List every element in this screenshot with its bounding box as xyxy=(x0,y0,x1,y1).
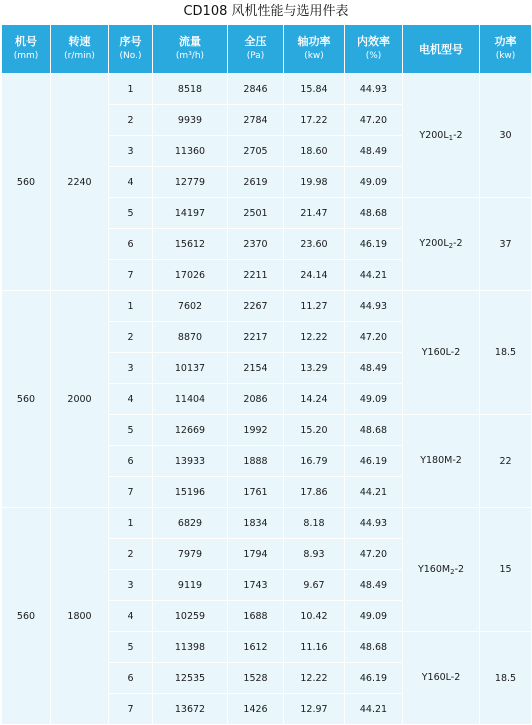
seq-cell: 7 xyxy=(109,694,153,725)
col-header-speed: 转速 (r/min) xyxy=(51,25,109,74)
col-header-power: 功率 (kw) xyxy=(480,25,532,74)
shaft-power-cell: 24.14 xyxy=(284,260,345,291)
shaft-power-cell: 18.60 xyxy=(284,136,345,167)
shaft-power-cell: 23.60 xyxy=(284,229,345,260)
shaft-power-cell: 14.24 xyxy=(284,384,345,415)
speed-cell: 1800 xyxy=(51,508,109,725)
flow-cell: 8518 xyxy=(153,74,228,105)
fan-performance-table xyxy=(1,24,532,725)
seq-cell: 5 xyxy=(109,198,153,229)
motor-model-cell: $Y200L_2-2$ xyxy=(403,198,480,291)
col-header-machine: 机号 (mm) xyxy=(2,25,51,74)
pressure-cell: 1612 xyxy=(228,632,284,663)
speed-cell: 2000 xyxy=(51,291,109,508)
shaft-power-cell: 17.86 xyxy=(284,477,345,508)
flow-cell: 12535 xyxy=(153,663,228,694)
pressure-cell: 1761 xyxy=(228,477,284,508)
seq-cell: 5 xyxy=(109,415,153,446)
seq-cell: 3 xyxy=(109,570,153,601)
flow-cell: 10137 xyxy=(153,353,228,384)
pressure-cell: 1688 xyxy=(228,601,284,632)
table-header-row xyxy=(2,25,532,74)
seq-cell: 4 xyxy=(109,167,153,198)
seq-cell: 6 xyxy=(109,229,153,260)
motor-power-cell: 22 xyxy=(480,415,532,508)
pressure-cell: 2086 xyxy=(228,384,284,415)
machine-size-cell: 560 xyxy=(2,508,51,725)
shaft-power-cell: 11.27 xyxy=(284,291,345,322)
seq-cell: 7 xyxy=(109,477,153,508)
flow-cell: 13933 xyxy=(153,446,228,477)
flow-cell: 11360 xyxy=(153,136,228,167)
efficiency-cell: 44.93 xyxy=(345,291,403,322)
motor-power-cell: 37 xyxy=(480,198,532,291)
pressure-cell: 1743 xyxy=(228,570,284,601)
shaft-power-cell: 16.79 xyxy=(284,446,345,477)
flow-cell: 15196 xyxy=(153,477,228,508)
col-header-shaft-power: 轴功率 (kw) xyxy=(284,25,345,74)
shaft-power-cell: 12.22 xyxy=(284,322,345,353)
pressure-cell: 1528 xyxy=(228,663,284,694)
motor-power-cell: 18.5 xyxy=(480,632,532,725)
seq-cell: 1 xyxy=(109,74,153,105)
flow-cell: 11398 xyxy=(153,632,228,663)
table-row xyxy=(2,508,532,539)
shaft-power-cell: 21.47 xyxy=(284,198,345,229)
efficiency-cell: 44.21 xyxy=(345,260,403,291)
flow-cell: 6829 xyxy=(153,508,228,539)
efficiency-cell: 49.09 xyxy=(345,601,403,632)
flow-cell: 13672 xyxy=(153,694,228,725)
flow-cell: 10259 xyxy=(153,601,228,632)
pressure-cell: 2501 xyxy=(228,198,284,229)
motor-model-cell: Y180M-2 xyxy=(403,415,480,508)
efficiency-cell: 48.68 xyxy=(345,415,403,446)
flow-cell: 11404 xyxy=(153,384,228,415)
efficiency-cell: 44.21 xyxy=(345,694,403,725)
seq-cell: 5 xyxy=(109,632,153,663)
shaft-power-cell: 12.97 xyxy=(284,694,345,725)
efficiency-cell: 48.68 xyxy=(345,632,403,663)
col-header-pressure: 全压 (Pa) xyxy=(228,25,284,74)
shaft-power-cell: 15.20 xyxy=(284,415,345,446)
motor-power-cell: 30 xyxy=(480,74,532,198)
shaft-power-cell: 10.42 xyxy=(284,601,345,632)
efficiency-cell: 48.68 xyxy=(345,198,403,229)
pressure-cell: 1426 xyxy=(228,694,284,725)
motor-model-cell: $Y160M_2-2$ xyxy=(403,508,480,632)
seq-cell: 2 xyxy=(109,539,153,570)
efficiency-cell: 48.49 xyxy=(345,570,403,601)
efficiency-cell: 46.19 xyxy=(345,229,403,260)
motor-power-cell: 18.5 xyxy=(480,291,532,415)
table-row xyxy=(2,291,532,322)
motor-model-cell: Y160L-2 xyxy=(403,291,480,415)
pressure-cell: 2211 xyxy=(228,260,284,291)
efficiency-cell: 49.09 xyxy=(345,167,403,198)
efficiency-cell: 49.09 xyxy=(345,384,403,415)
flow-cell: 8870 xyxy=(153,322,228,353)
seq-cell: 2 xyxy=(109,105,153,136)
shaft-power-cell: 19.98 xyxy=(284,167,345,198)
motor-model-cell: Y160L-2 xyxy=(403,632,480,725)
shaft-power-cell: 8.18 xyxy=(284,508,345,539)
flow-cell: 14197 xyxy=(153,198,228,229)
efficiency-cell: 46.19 xyxy=(345,446,403,477)
flow-cell: 7602 xyxy=(153,291,228,322)
shaft-power-cell: 8.93 xyxy=(284,539,345,570)
seq-cell: 3 xyxy=(109,136,153,167)
seq-cell: 1 xyxy=(109,508,153,539)
col-header-no: 序号 (No.) xyxy=(109,25,153,74)
col-header-flow: 流量 (m³/h) xyxy=(153,25,228,74)
flow-cell: 9119 xyxy=(153,570,228,601)
pressure-cell: 2705 xyxy=(228,136,284,167)
efficiency-cell: 47.20 xyxy=(345,105,403,136)
seq-cell: 1 xyxy=(109,291,153,322)
motor-power-cell: 15 xyxy=(480,508,532,632)
flow-cell: 17026 xyxy=(153,260,228,291)
flow-cell: 7979 xyxy=(153,539,228,570)
pressure-cell: 2846 xyxy=(228,74,284,105)
shaft-power-cell: 9.67 xyxy=(284,570,345,601)
shaft-power-cell: 12.22 xyxy=(284,663,345,694)
col-header-motor: 电机型号 xyxy=(403,25,480,74)
efficiency-cell: 46.19 xyxy=(345,663,403,694)
table-row xyxy=(2,74,532,105)
seq-cell: 7 xyxy=(109,260,153,291)
pressure-cell: 2619 xyxy=(228,167,284,198)
efficiency-cell: 44.93 xyxy=(345,508,403,539)
pressure-cell: 2154 xyxy=(228,353,284,384)
pressure-cell: 2784 xyxy=(228,105,284,136)
pressure-cell: 2217 xyxy=(228,322,284,353)
flow-cell: 12669 xyxy=(153,415,228,446)
seq-cell: 4 xyxy=(109,601,153,632)
speed-cell: 2240 xyxy=(51,74,109,291)
efficiency-cell: 44.21 xyxy=(345,477,403,508)
seq-cell: 2 xyxy=(109,322,153,353)
machine-size-cell: 560 xyxy=(2,291,51,508)
pressure-cell: 1888 xyxy=(228,446,284,477)
flow-cell: 15612 xyxy=(153,229,228,260)
efficiency-cell: 47.20 xyxy=(345,322,403,353)
shaft-power-cell: 17.22 xyxy=(284,105,345,136)
flow-cell: 12779 xyxy=(153,167,228,198)
pressure-cell: 1834 xyxy=(228,508,284,539)
pressure-cell: 1992 xyxy=(228,415,284,446)
efficiency-cell: 48.49 xyxy=(345,353,403,384)
seq-cell: 4 xyxy=(109,384,153,415)
motor-model-cell: $Y200L_1-2$ xyxy=(403,74,480,198)
shaft-power-cell: 13.29 xyxy=(284,353,345,384)
efficiency-cell: 44.93 xyxy=(345,74,403,105)
pressure-cell: 2370 xyxy=(228,229,284,260)
shaft-power-cell: 11.16 xyxy=(284,632,345,663)
seq-cell: 3 xyxy=(109,353,153,384)
efficiency-cell: 48.49 xyxy=(345,136,403,167)
col-header-efficiency: 内效率 (%) xyxy=(345,25,403,74)
pressure-cell: 1794 xyxy=(228,539,284,570)
shaft-power-cell: 15.84 xyxy=(284,74,345,105)
seq-cell: 6 xyxy=(109,663,153,694)
efficiency-cell: 47.20 xyxy=(345,539,403,570)
machine-size-cell: 560 xyxy=(2,74,51,291)
pressure-cell: 2267 xyxy=(228,291,284,322)
page-title: CD108 风机性能与选用件表 xyxy=(183,4,349,19)
flow-cell: 9939 xyxy=(153,105,228,136)
seq-cell: 6 xyxy=(109,446,153,477)
